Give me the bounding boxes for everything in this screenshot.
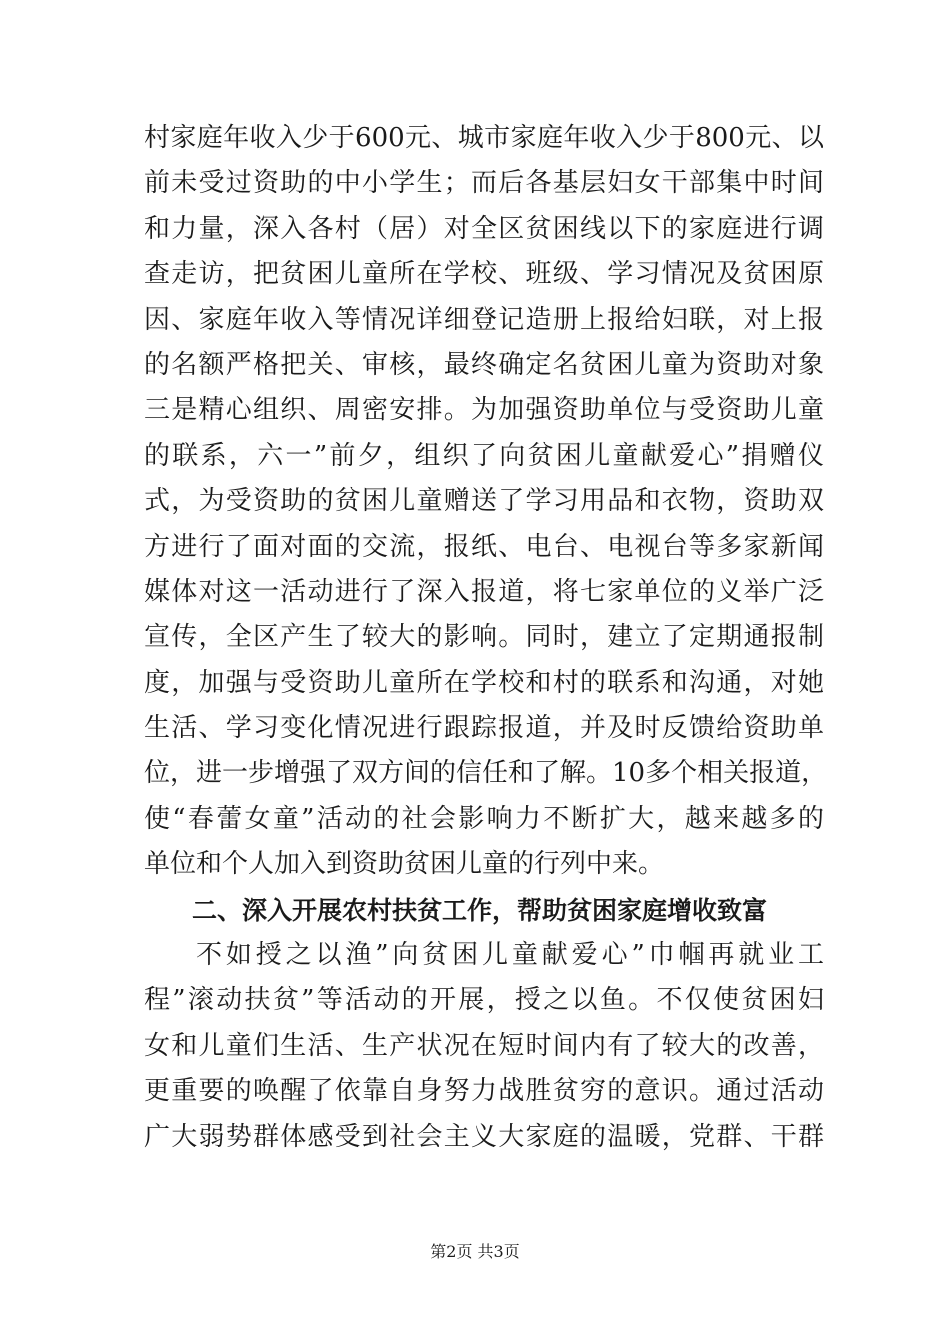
text-line: 的名额严格把关、审核，最终确定名贫困儿童为资助对象 [144, 349, 824, 380]
text-line: 广大弱势群体感受到社会主义大家庭的温暖，党群、干群 [144, 1121, 824, 1152]
paragraph-2 [144, 933, 824, 1160]
text-line: 媒体对这一活动进行了深入报道，将七家单位的义举广泛 [144, 576, 824, 607]
text-line: 的联系，六一”前夕，组织了向贫困儿童献爱心”捐赠仪 [144, 440, 824, 471]
text-line: 使“春蕾女童”活动的社会影响力不断扩大，越来越多的 [144, 803, 824, 834]
text-line: 和力量，深入各村（居）对全区贫困线以下的家庭进行调 [144, 213, 824, 244]
section-heading: 二、深入开展农村扶贫工作，帮助贫困家庭增收致富 [192, 895, 768, 925]
text-line: 因、家庭年收入等情况详细登记造册上报给妇联，对上报 [144, 304, 824, 335]
text-line: 前未受过资助的中小学生；而后各基层妇女干部集中时间 [144, 168, 824, 199]
page-number-footer: 第2页 共3页 [430, 1242, 520, 1261]
paragraph-1 [144, 116, 828, 888]
text-line: 度，加强与受资助儿童所在学校和村的联系和沟通，对她 [144, 667, 824, 698]
text-line: 单位和个人加入到资助贫困儿童的行列中来。 [144, 849, 665, 880]
text-line: 女和儿童们生活、生产状况在短时间内有了较大的改善， [144, 1030, 824, 1061]
text-line: 宣传，全区产生了较大的影响。同时，建立了定期通报制 [144, 622, 824, 653]
document-body [144, 116, 828, 1160]
text-line: 不如授之以渔”向贫困儿童献爱心”巾帼再就业工 [196, 940, 824, 971]
text-line: 查走访，把贫困儿童所在学校、班级、学习情况及贫困原 [144, 259, 824, 290]
text-line: 位，进一步增强了双方间的信任和了解。10多个相关报道， [144, 758, 828, 789]
text-line: 更重要的唤醒了依靠自身努力战胜贫穷的意识。通过活动 [144, 1076, 824, 1107]
text-line: 三是精心组织、周密安排。为加强资助单位与受资助儿童 [144, 395, 824, 426]
text-line: 程”滚动扶贫”等活动的开展，授之以鱼。不仅使贫困妇 [144, 985, 824, 1016]
text-line: 生活、学习变化情况进行跟踪报道，并及时反馈给资助单 [144, 713, 824, 744]
text-line: 式，为受资助的贫困儿童赠送了学习用品和衣物，资助双 [144, 486, 824, 517]
text-line: 方进行了面对面的交流，报纸、电台、电视台等多家新闻 [144, 531, 824, 562]
text-line: 村家庭年收入少于600元、城市家庭年收入少于800元、以 [144, 123, 824, 153]
